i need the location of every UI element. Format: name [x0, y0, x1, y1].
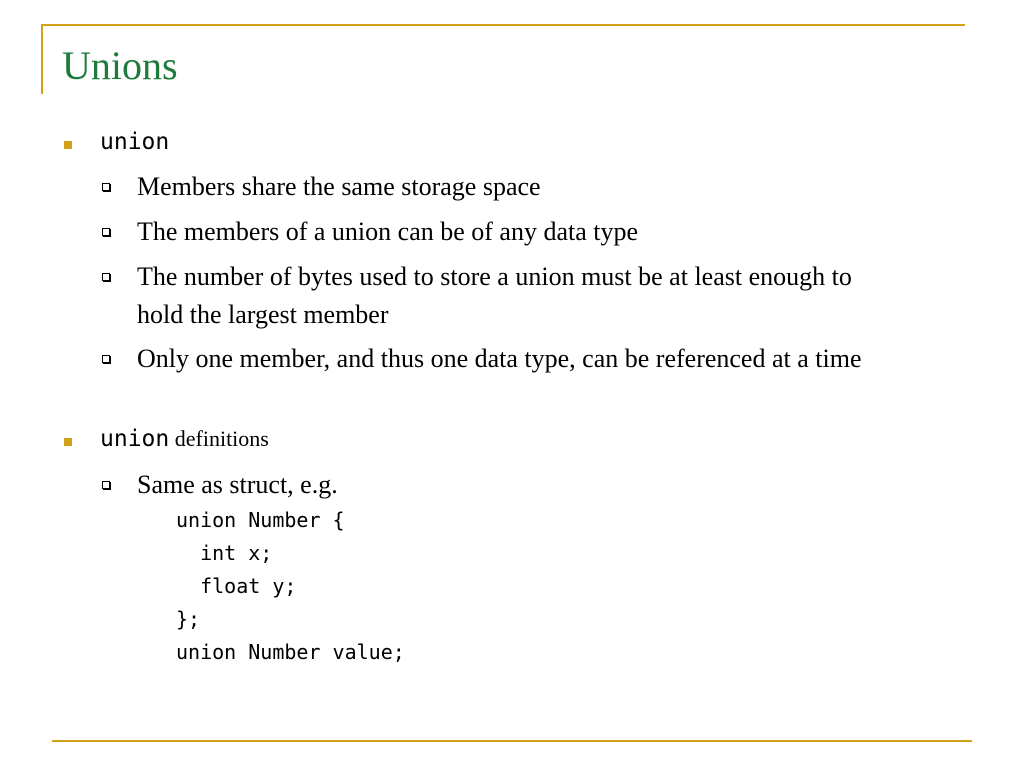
sub-bullet-text: The number of bytes used to store a union must be at least enough to hold the largest member — [137, 262, 852, 329]
frame-bottom-line — [52, 740, 972, 742]
sub-bullet-box-icon — [102, 355, 110, 363]
bullet-union-definitions — [100, 424, 269, 454]
sub-bullet-text: Only one member, and thus one data type, can be referenced at a time — [137, 344, 862, 373]
code-line: }; — [176, 607, 201, 631]
bullet-square-icon — [64, 141, 72, 149]
sub-bullet-text: Members share the same storage space — [137, 172, 541, 201]
code-line: union Number { — [176, 508, 345, 532]
code-line: union Number value; — [176, 640, 405, 664]
code-line: float y; — [176, 574, 297, 598]
bullet-union-keyword: union — [100, 426, 170, 452]
bullet-square-icon — [64, 438, 72, 446]
slide-title: Unions — [62, 43, 178, 88]
sub-bullet-text: The members of a union can be of any data type — [137, 217, 639, 246]
sub-bullet-box-icon — [102, 183, 110, 191]
bullet-union-keyword: union — [100, 129, 170, 155]
sub-bullet-box-icon — [102, 481, 110, 489]
sub-bullet-box-icon — [102, 228, 110, 236]
sub-bullet-text: Same as struct, e.g. — [137, 470, 338, 499]
sub-bullet-box-icon — [102, 273, 110, 281]
code-line: int x; — [176, 541, 273, 565]
bullet-definitions-label: definitions — [169, 426, 269, 451]
